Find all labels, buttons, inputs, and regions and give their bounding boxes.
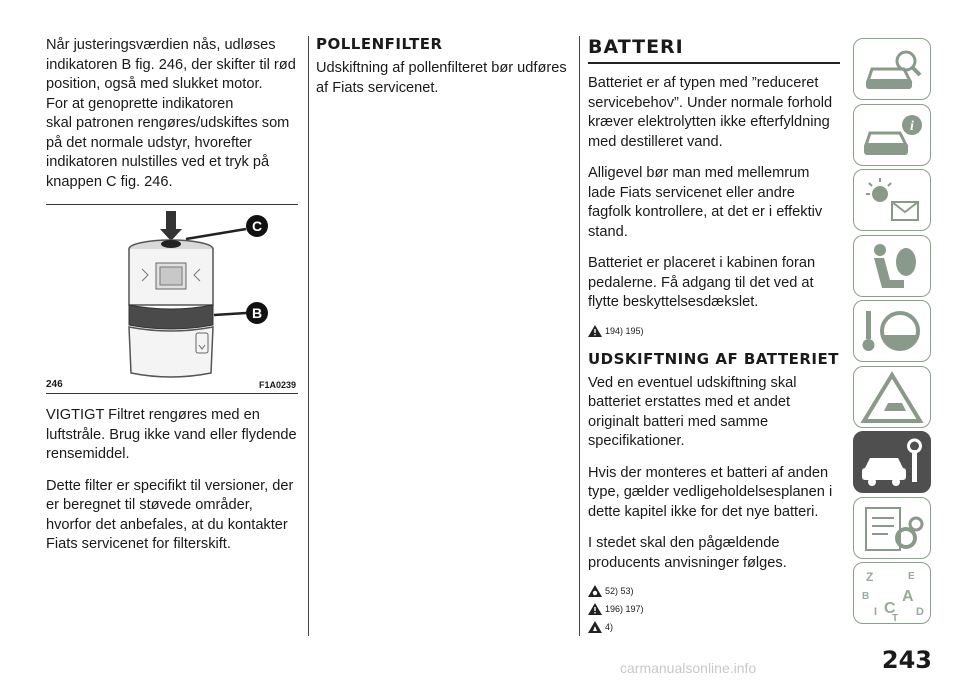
specs-gear-icon — [854, 498, 932, 560]
column-divider — [579, 36, 580, 636]
svg-text:D: D — [916, 606, 924, 618]
caution-hand-icon — [588, 585, 602, 597]
leader-line-c — [186, 229, 246, 239]
press-arrow — [160, 211, 182, 241]
tab-airbag-seat[interactable] — [853, 235, 931, 297]
column-divider — [308, 36, 309, 636]
filter-illustration — [46, 205, 298, 393]
steering-key-icon — [854, 301, 932, 363]
filter-note-paragraph: Dette filter er specifikt til versioner, der er beregnet til støvede områder, hvorfor det anbefales, at du kontakter Fiats servicenet for filterskift. — [46, 477, 294, 552]
car-info-icon — [854, 105, 932, 167]
page-number: 243 — [881, 646, 932, 674]
alphabet-index-icon — [854, 563, 932, 625]
reset-text-1: For at genoprette indikatoren — [46, 95, 234, 112]
svg-text:i: i — [910, 118, 914, 134]
tab-warning-lights[interactable] — [853, 169, 931, 231]
battery-paragraph-6: I stedet skal den pågældende producents anvisninger følges. — [588, 535, 787, 571]
environment-ref-4 — [588, 621, 840, 633]
chapter-tabs — [853, 38, 933, 628]
warning-lights-icon — [854, 170, 932, 232]
udskiftning-heading: UDSKIFTNING AF BATTERIET — [588, 349, 839, 368]
column-1 — [46, 36, 298, 567]
warning-triangle-icon — [588, 325, 602, 337]
leader-line-b — [214, 313, 246, 315]
label-b: B — [251, 305, 263, 321]
tab-alphabet-index[interactable] — [853, 562, 931, 624]
indicator-text: Når justeringsværdien nås, udløses indikatoren B fig. 246, der skifter til rød position, også med slukket motor. — [46, 37, 296, 92]
caution-ref-2 — [588, 585, 840, 597]
svg-text:I: I — [874, 606, 878, 618]
warning-ref-1 — [588, 325, 840, 337]
column-3 — [588, 36, 840, 639]
warning-triangle-icon — [588, 603, 602, 615]
column-2 — [316, 36, 568, 110]
watermark: carmanualsonline.info — [620, 660, 757, 676]
environment-icon — [588, 621, 602, 633]
tab-car-wrench[interactable] — [853, 431, 931, 493]
tab-specs-gear[interactable] — [853, 497, 931, 559]
car-magnifier-icon — [854, 39, 932, 101]
tab-car-info[interactable] — [853, 104, 931, 166]
batteri-heading: BATTERI — [588, 36, 840, 64]
battery-paragraph-5: Hvis der monteres et batteri af anden type, gælder vedligeholdelsesplanen i dette kapitel ikke for det nye batteri. — [588, 464, 833, 520]
figure-number: 246 — [46, 379, 63, 390]
car-wrench-icon — [854, 432, 932, 494]
svg-text:Z: Z — [866, 570, 874, 584]
svg-text:A: A — [902, 588, 914, 605]
filter-figure — [46, 204, 298, 394]
important-paragraph: VIGTIGT Filtret rengøres med en luftstråle. Brug ikke vand eller flydende rensemiddel. — [46, 407, 297, 462]
airbag-seat-icon — [854, 236, 932, 298]
label-c: C — [251, 218, 263, 234]
battery-paragraph-1: Batteriet er af typen med ”reduceret servicebehov”. Under normale forhold kræver elektrolytten ikke efterfyldning med destilleret vand. — [588, 75, 833, 150]
indicator-paragraph — [46, 36, 298, 192]
warning-ref-3-text: 196) 197) — [605, 604, 644, 614]
figure-code: F1A0239 — [258, 380, 296, 390]
tab-car-magnifier[interactable] — [853, 38, 931, 100]
warning-ref-3 — [588, 603, 840, 615]
environment-ref-4-text: 4) — [605, 622, 614, 632]
svg-text:T: T — [892, 613, 899, 624]
warning-triangle-icon — [854, 367, 932, 429]
battery-paragraph-3: Batteriet er placeret i kabinen foran pedalerne. Få adgang til det ved at flytte beskyttelsesdækslet. — [588, 255, 816, 310]
caution-ref-2-text: 52) 53) — [605, 586, 634, 596]
warning-ref-1-text: 194) 195) — [605, 325, 644, 336]
battery-paragraph-4: Ved en eventuel udskiftning skal batteriet erstattes med et andet originalt batteri med samme specifikationer. — [588, 374, 797, 449]
reset-text-2: skal patronen rengøres/udskiftes som på det normale udstyr, hvorefter indikatoren nulstilles ved et tryk på knappen C fig. 246. — [46, 115, 290, 190]
pollenfilter-heading: POLLENFILTER — [316, 35, 443, 53]
battery-paragraph-2: Alligevel bør man med mellemrum lade Fiats servicenet eller andre fagfolk kontrollere, at det er i effektiv stand. — [588, 165, 823, 240]
tab-steering-key[interactable] — [853, 300, 931, 362]
tab-warning-triangle[interactable] — [853, 366, 931, 428]
svg-text:C: C — [884, 600, 896, 617]
pollenfilter-text: Udskiftning af pollenfilteret bør udføres af Fiats servicenet. — [316, 60, 567, 96]
svg-text:E: E — [908, 571, 915, 582]
svg-text:B: B — [862, 591, 870, 602]
